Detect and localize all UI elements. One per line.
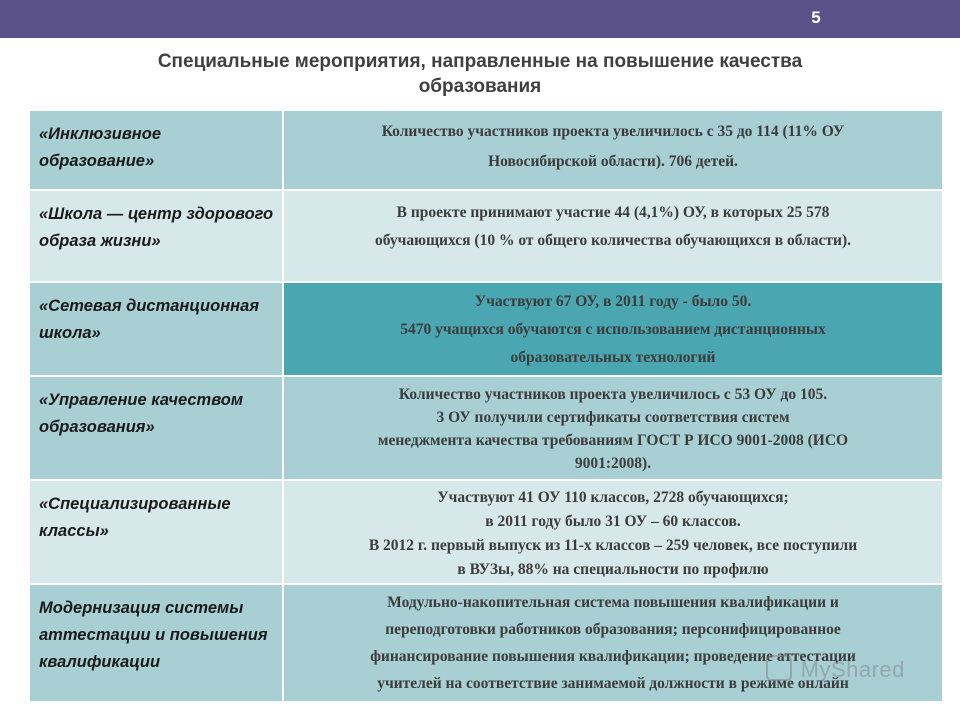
row-description [284, 481, 942, 583]
slide-number: 5 [811, 8, 821, 27]
row-description [284, 111, 942, 189]
table-row [30, 481, 942, 585]
description-line: 9001:2008). [574, 455, 652, 472]
watermark-text: MyShared [800, 657, 905, 682]
description-line: менеджмента качества требованиям ГОСТ Р ИСО 9001-2008 (ИСО [377, 432, 849, 449]
description-line: образовательных технологий [510, 349, 716, 366]
watermark [766, 655, 905, 683]
description-line: Участвуют 67 ОУ, в 2011 году - было 50. [474, 293, 752, 310]
row-description [284, 585, 942, 701]
row-label: «Школа — центр здорового образа жизни» [30, 191, 284, 281]
description-line: финансирование повышения квалификации; проведение аттестации [370, 648, 856, 665]
slide-title-line-2: образования [418, 76, 542, 97]
description-line: обучающихся (10 % от общего количества обучающихся в области). [374, 232, 852, 249]
description-line: Модульно-накопительная система повышения квалификации и [387, 594, 839, 611]
measures-table [30, 110, 942, 703]
table-row [30, 191, 942, 283]
row-label: «Специализированные классы» [30, 481, 284, 583]
description-line: 5470 учащихся обучаются с использованием дистанционных [400, 321, 826, 338]
description-line: Количество участников проекта увеличилось с 35 до 114 (11% ОУ [381, 123, 845, 140]
row-label: Модернизация системы аттестации и повышения квалификации [30, 585, 284, 701]
myshared-logo-icon [766, 655, 792, 681]
row-description [284, 191, 942, 281]
row-description [284, 283, 942, 375]
table-row [30, 585, 942, 703]
description-line: 3 ОУ получили сертификаты соответствия систем [436, 409, 790, 426]
row-label: «Инклюзивное образование» [30, 111, 284, 189]
table-row [30, 283, 942, 377]
slide-title-line-1: Специальные мероприятия, направленные на повышение качества [157, 51, 803, 72]
description-line: Количество участников проекта увеличилось с 53 ОУ до 105. [398, 386, 828, 403]
description-line: в 2011 году было 31 ОУ – 60 классов. [485, 513, 741, 530]
table-row [30, 111, 942, 191]
description-line: в ВУЗы, 88% на специальности по профилю [457, 561, 769, 578]
table-row [30, 377, 942, 481]
description-line: переподготовки работников образования; персонифицированное [385, 621, 841, 638]
description-line: Новосибирской области). 706 детей. [488, 153, 738, 170]
row-description [284, 377, 942, 479]
row-label: «Сетевая дистанционная школа» [30, 283, 284, 375]
description-line: Участвуют 41 ОУ 110 классов, 2728 обучающихся; [437, 489, 789, 506]
description-line: В 2012 г. первый выпуск из 11-х классов – 259 человек, все поступили [368, 537, 858, 554]
description-line: учителей на соответствие занимаемой должности в режиме онлайн [377, 675, 849, 692]
slide-title [60, 49, 900, 99]
row-label: «Управление качеством образования» [30, 377, 284, 479]
description-line: В проекте принимают участие 44 (4,1%) ОУ, в которых 25 578 [396, 204, 830, 221]
